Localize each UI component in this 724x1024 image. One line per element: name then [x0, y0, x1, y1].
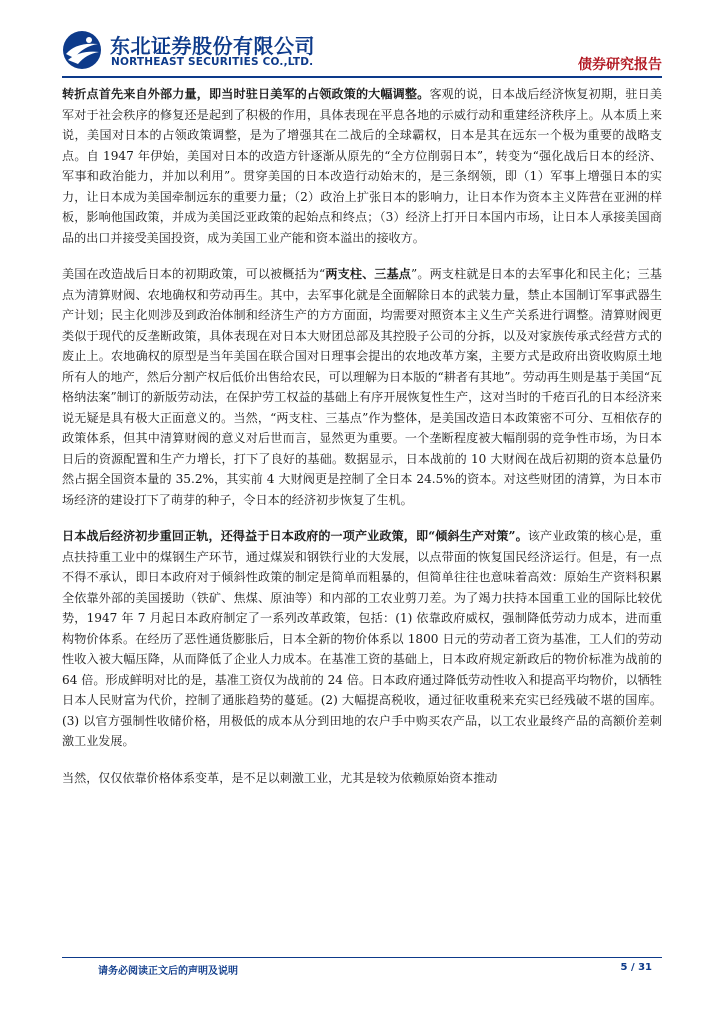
paragraph-2-pre: 美国在改造战后日本的初期政策，可以被概括为“: [62, 267, 326, 281]
company-name-en: NORTHEAST SECURITIES CO.,LTD.: [111, 56, 314, 68]
page-number: 5 / 31: [620, 962, 652, 973]
paragraph-4: [62, 768, 662, 789]
northeast-securities-logo-icon: [62, 30, 102, 70]
paragraph-1-lead: 转折点首先来自外部力量，即当时驻日美军的占领政策的大幅调整。: [62, 87, 430, 101]
footer-disclaimer: 请务必阅读正文后的声明及说明: [98, 966, 238, 977]
company-name-cn: 东北证券股份有限公司: [110, 34, 315, 58]
paragraph-3-text: 该产业政策的核心是，重点扶持重工业中的煤钢生产环节，通过煤炭和钢铁行业的大发展，以点带面的恢复国民经济运行。但是，有一点不得不承认，即日本政府对于倾斜性政策的制定是简单而粗暴的，但简单往往也意味着高效：原始生产资料积累全依靠外部的美国援助（铁矿、焦煤、原油等）和内部的工农业剪刀差。为了竭力扶持本国重工业的国际比较优势，1947 年 7 月起日本政府制定了一系列改革政策，包括：(1) 依靠政府威权，强制降低劳动力成本，进而重构物价体系。在经历了恶性通货膨胀后，日本全新的物价体系以 1800 日元的劳动者工资为基准，工人们的劳动性收入被大幅压降，从而降低了企业人力成本。在基准工资的基础上，日本政府规定新政后的物价标准为战前的 64 倍。形成鲜明对比的是，基准工资仅为战前的 24 倍。日本政府通过降低劳动性收入和提高平均物价，以牺牲日本人民财富为代价，控制了通胀趋势的蔓延。(2) 大幅提高税收，通过征收重税来充实已经残破不堪的国库。(3) 以官方强制性收储价格，用极低的成本从分到田地的农户手中购买农产品，以工农业最终产品的高额价差刺激工业发展。: [62, 529, 662, 748]
paragraph-3: [62, 526, 662, 752]
report-type-label: 债券研究报告: [578, 57, 662, 73]
paragraph-3-lead: 日本战后经济初步重回正轨，还得益于日本政府的一项产业政策，即“倾斜生产对策”。: [62, 529, 528, 543]
paragraph-2-highlight: 两支柱、三基点: [325, 267, 412, 281]
document-body: [62, 84, 662, 804]
paragraph-1: [62, 84, 662, 248]
page-header: [62, 28, 662, 76]
header-divider: [62, 76, 662, 78]
paragraph-4-text: 当然，仅仅依靠价格体系变革，是不足以刺激工业，尤其是较为依赖原始资本推动: [62, 770, 498, 785]
paragraph-2: [62, 264, 662, 510]
footer-divider: [62, 957, 662, 958]
paragraph-2-post: ”。两支柱就是日本的去军事化和民主化；三基点为清算财阀、农地确权和劳动再生。其中，去军事化就是全面解除日本的武装力量，禁止本国制订军事武器生产计划；民主化则涉及到政治体制和经济生产的方方面面，均需要对照资本主义生产关系进行调整。清算财阀更类似于现代的反垄断政策，具体表现在对日本大财团总部及其控股子公司的分拆，以及对家族传承式经营方式的废止上。农地确权的原型是当年美国在联合国对日理事会提出的农地改革方案，主要方式是政府出资收购原土地所有人的地产，然后分割产权后低价出售给农民，可以理解为日本版的“耕者有其地”。劳动再生则是基于美国“瓦格纳法案”制订的新版劳动法，在保护劳工权益的基础上有序开展恢复性生产，这对当时的千疮百孔的日本经济来说无疑是具有极大正面意义的。当然，“两支柱、三基点”作为整体，是美国改造日本政策密不可分、互相依存的政策体系，但其中清算财阀的意义对后世而言，显然更为重要。一个垄断程度被大幅削弱的竞争性市场，为日本日后的资源配置和生产力增长，打下了良好的基础。数据显示，日本战前的 10 大财阀在战后初期的资本总量仍然占据全国资本量的 35.2%，其实前 4 大财阀更是控制了全日本 24.5%的资本。对这些财团的清算，为日本市场经济的建设打下了萌芽的种子，令日本的经济初步恢复了生机。: [62, 267, 662, 507]
paragraph-1-text: 客观的说，日本战后经济恢复初期，驻日美军对于社会秩序的修复还是起到了积极的作用，具体表现在平息各地的示威行动和重建经济秩序上。从本质上来说，美国对日本的占领政策调整，是为了增强其在二战后的全球霸权，日本是其在远东一个极为重要的战略支点。自 1947 年伊始，美国对日本的改造方针逐渐从原先的“全方位削弱日本”，转变为“强化战后日本的经济、军事和政治能力，并加以利用”。贯穿美国的日本改造行动始末的，是三条纲领，即（1）军事上增强日本的实力，让日本成为美国牵制远东的重要力量；（2）政治上扩张日本的影响力，让日本作为资本主义阵营在亚洲的样板，影响他国政策，并成为美国泛亚政策的起始点和终点；（3）经济上打开日本国内市场，让日本人承接美国商品的出口并接受美国投资，成为美国工业产能和资本溢出的接收方。: [62, 87, 662, 245]
